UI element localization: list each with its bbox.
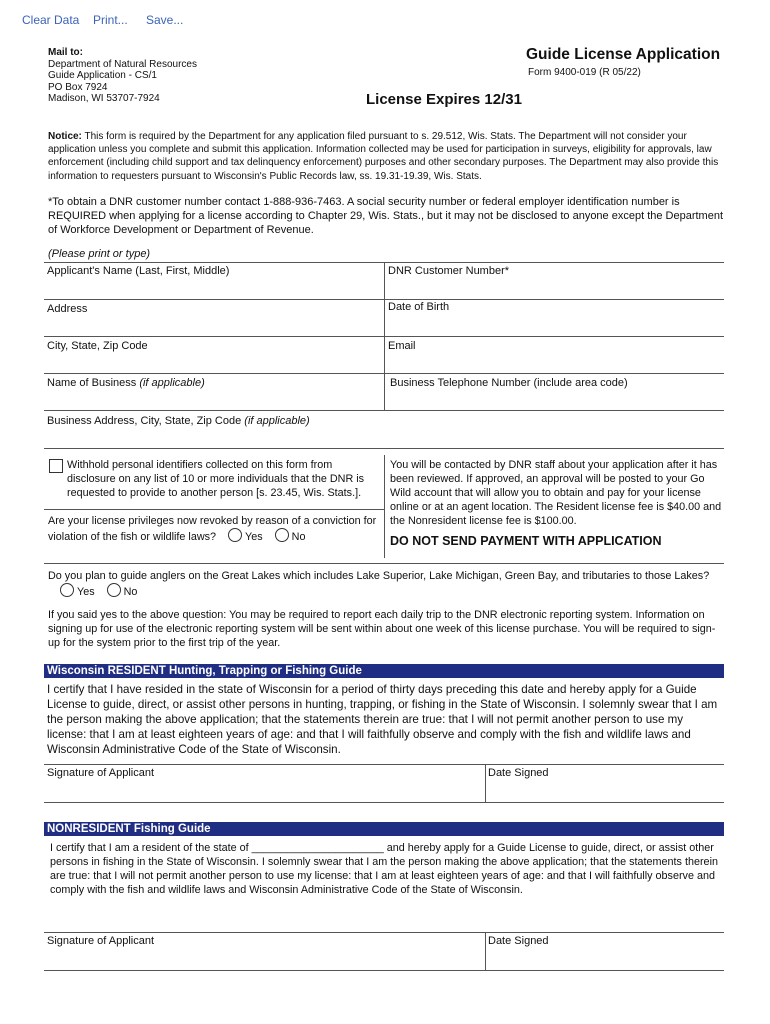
no-payment-notice: DO NOT SEND PAYMENT WITH APPLICATION — [390, 534, 662, 548]
divider — [384, 455, 385, 558]
revoked-no-label: No — [291, 531, 306, 543]
mail-to-heading: Mail to: — [48, 47, 83, 58]
applicant-name-label: Applicant's Name (Last, First, Middle) — [47, 265, 230, 277]
business-address-label — [47, 415, 310, 427]
divider — [44, 410, 724, 411]
email-label: Email — [388, 340, 416, 352]
notice-text: This form is required by the Department for any application filed pursuant to s. 29.512, Wis. Stats. The Department will not consider your application unless you complete and submit this application. Information collected may be used for participation in surveys, eligibility for approvals, law enforcement (including child support and tax delinquency enforcement) purposes and other secondary purposes. The Department may also provide this information to requesters pursuant to Wisconsin's Public Records law, ss. 19.31-19.39, Wis. Stats. — [48, 131, 719, 182]
form-title: Guide License Application — [526, 46, 721, 63]
clear-data-link[interactable]: Clear Data — [22, 13, 80, 27]
print-note: (Please print or type) — [48, 248, 151, 260]
business-name-input[interactable] — [46, 391, 380, 409]
print-link[interactable]: Print... — [93, 13, 128, 27]
divider — [44, 373, 724, 374]
revoked-question-text: Are your license privileges now revoked by reason of a conviction for violation of the fish or wildlife laws? — [48, 515, 377, 543]
notice-paragraph — [48, 130, 724, 183]
nonresident-certification: I certify that I am a resident of the state of ______________________ and hereby apply for a Guide License to guide, direct, or assist other persons in fishing in the State of Wisconsin. I solemnly swear that I am the person making the above application; that the statements therein are true: that I will not permit another person to use my license: that I am at least eighteen years of age: and that I will faithfully observe and comply with the fish and wildlife laws and Wisconsin Administrative Code of the State of Wisconsin. — [50, 842, 718, 896]
applicant-name-input[interactable] — [46, 279, 380, 297]
divider — [485, 764, 486, 802]
great-lakes-yes-radio[interactable] — [60, 583, 74, 597]
dob-label: Date of Birth — [388, 301, 450, 313]
great-lakes-no-radio[interactable] — [107, 583, 121, 597]
resident-signature-label: Signature of Applicant — [47, 767, 155, 779]
email-input[interactable] — [388, 354, 722, 372]
business-name-text: Name of Business — [47, 377, 140, 389]
withhold-checkbox[interactable] — [49, 459, 63, 473]
revoked-yes-label: Yes — [245, 531, 263, 543]
resident-section-header: Wisconsin RESIDENT Hunting, Trapping or Fishing Guide — [44, 664, 724, 678]
mail-line: Guide Application - CS/1 — [48, 70, 157, 81]
customer-number-label: DNR Customer Number* — [388, 265, 510, 277]
revoked-yes-radio[interactable] — [228, 528, 242, 542]
revoked-no-radio[interactable] — [275, 528, 289, 542]
divider — [44, 970, 724, 971]
business-address-input[interactable] — [46, 429, 722, 447]
customer-number-input[interactable] — [388, 279, 722, 297]
resident-date-input[interactable] — [488, 781, 722, 800]
divider — [44, 509, 384, 510]
license-expires: License Expires 12/31 — [366, 91, 522, 108]
resident-certification: I certify that I have resided in the state of Wisconsin for a period of thirty days preceding this date and hereby apply for a Guide License to guide, direct, or assist other persons in hunting, trapping, or fishing in the State of Wisconsin. I solemnly swear that I am the person making the above application; that the statements therein are true: that I will not permit another person to use my license: that I am at least eighteen years of age: and that I will faithfully observe and comply with the fish and wildlife laws and Wisconsin Administrative Code of the State of Wisconsin. — [47, 683, 718, 756]
mail-line: Madison, WI 53707-7924 — [48, 93, 160, 104]
address-input[interactable] — [110, 301, 380, 334]
notice-label: Notice: — [48, 131, 82, 142]
dob-input[interactable] — [388, 316, 722, 334]
divider — [44, 563, 724, 564]
contact-text: You will be contacted by DNR staff about your application after it has been reviewed. If approved, an approval will be posted to your Go Wild account that will allow you to obtain and pay for your license online or at an agent location. The Resident license fee is $40.00 and the Nonresident license fee is $100.00. — [390, 459, 722, 527]
nonresident-signature-input[interactable] — [46, 949, 482, 968]
great-lakes-question — [48, 569, 724, 599]
city-state-zip-label: City, State, Zip Code — [47, 340, 148, 352]
mail-line: PO Box 7924 — [48, 81, 108, 93]
business-address-note: (if applicable) — [244, 415, 310, 427]
resident-date-label: Date Signed — [488, 767, 549, 779]
great-lakes-question-text: Do you plan to guide anglers on the Great Lakes which includes Lake Superior, Lake Michigan, Green Bay, and tributaries to those Lakes? — [48, 570, 710, 582]
address-label: Address — [47, 303, 88, 315]
divider — [44, 448, 724, 449]
resident-signature-input[interactable] — [46, 781, 482, 800]
nonresident-date-input[interactable] — [488, 949, 722, 968]
divider — [44, 764, 724, 765]
nonresident-date-label: Date Signed — [488, 935, 549, 947]
business-address-text: Business Address, City, State, Zip Code — [47, 415, 245, 427]
business-phone-input[interactable] — [388, 391, 722, 409]
great-lakes-note: If you said yes to the above question: You may be required to report each daily trip to the DNR electronic reporting system. Information on signing up for use of the electronic reporting system will be sent within about one week of this license purchase. You will be required to sign-up for the system prior to the first trip of the year. — [48, 609, 716, 649]
divider — [44, 932, 724, 933]
business-name-note: (if applicable) — [139, 377, 205, 389]
business-name-label — [47, 377, 205, 389]
city-state-zip-input[interactable] — [46, 354, 380, 372]
divider — [44, 802, 724, 803]
divider — [44, 336, 724, 337]
mail-to-block — [48, 47, 298, 105]
nonresident-signature-label: Signature of Applicant — [47, 935, 155, 947]
divider — [44, 299, 724, 300]
ssn-note: *To obtain a DNR customer number contact 1-888-936-7463. A social security number or federal employer identification number is REQUIRED when applying for a license according to Chapter 29, Wis. Stats., but it may not be disclosed to anyone except the Department of Workforce Development or Department of Revenue. — [48, 196, 724, 236]
revoked-question — [48, 514, 382, 544]
divider — [485, 932, 486, 970]
great-lakes-no-label: No — [123, 586, 138, 598]
mail-line: Department of Natural Resources — [48, 58, 197, 70]
nonresident-section-header: NONRESIDENT Fishing Guide — [44, 822, 724, 836]
save-link[interactable]: Save... — [146, 13, 184, 27]
withhold-text: Withhold personal identifiers collected on this form from disclosure on any list of 10 or more individuals that the DNR is requested to provide to another person [s. 23.45, Wis. Stats.]. — [67, 459, 365, 499]
form-number: Form 9400-019 (R 05/22) — [528, 67, 641, 78]
great-lakes-yes-label: Yes — [77, 586, 95, 598]
business-phone-label: Business Telephone Number (include area code) — [390, 377, 628, 389]
